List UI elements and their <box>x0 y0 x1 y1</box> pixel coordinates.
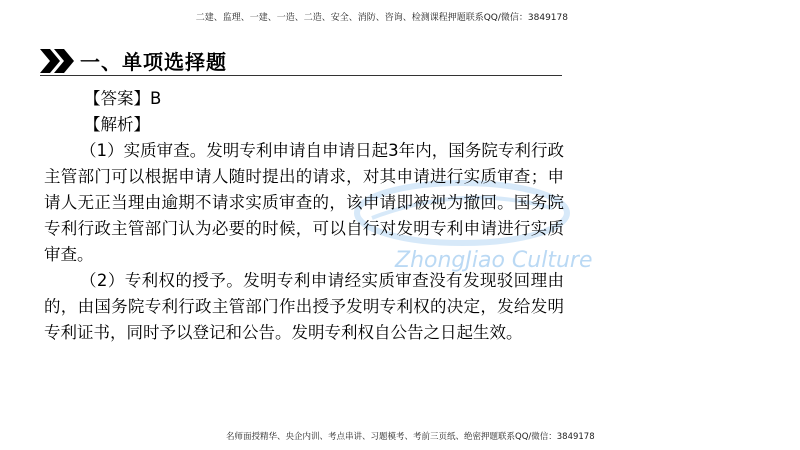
section-title: 一、单项选择题 <box>80 50 227 74</box>
header-contact-note: 二建、监理、一建、一造、二造、安全、消防、咨询、检测课程押题联系QQ/微信：3849178 <box>195 13 568 23</box>
watermark-text: ZhongJiao Culture <box>395 248 593 273</box>
analysis-paragraph-1: （1）实质审查。发明专利申请自申请日起3年内，国务院专利行政主管部门可以根据申请人随时提出的请求，对其申请进行实质审查；申请人无正当理由逾期不请求实质审查的，该申请即被视为撤回。国务院专利行政主管部门认为必要的时候，可以自行对发明专利申请进行实质审查。 <box>44 141 564 264</box>
answer-label: 【答案】B <box>84 89 162 108</box>
answer-content <box>44 86 564 346</box>
footer-contact-note: 名师面授精华、央企内训、考点串讲、习题模考、考前三页纸、绝密押题联系QQ/微信：3849178 <box>226 432 595 442</box>
section-header <box>40 46 227 75</box>
analysis-paragraph-2: （2）专利权的授予。发明专利申请经实质审查没有发现驳回理由的，由国务院专利行政主管部门作出授予发明专利权的决定，发给发明专利证书，同时予以登记和公告。发明专利权自公告之日起生效。 <box>44 271 564 342</box>
analysis-label: 【解析】 <box>84 115 150 134</box>
double-chevron-icon <box>40 49 76 73</box>
section-divider <box>40 75 562 76</box>
